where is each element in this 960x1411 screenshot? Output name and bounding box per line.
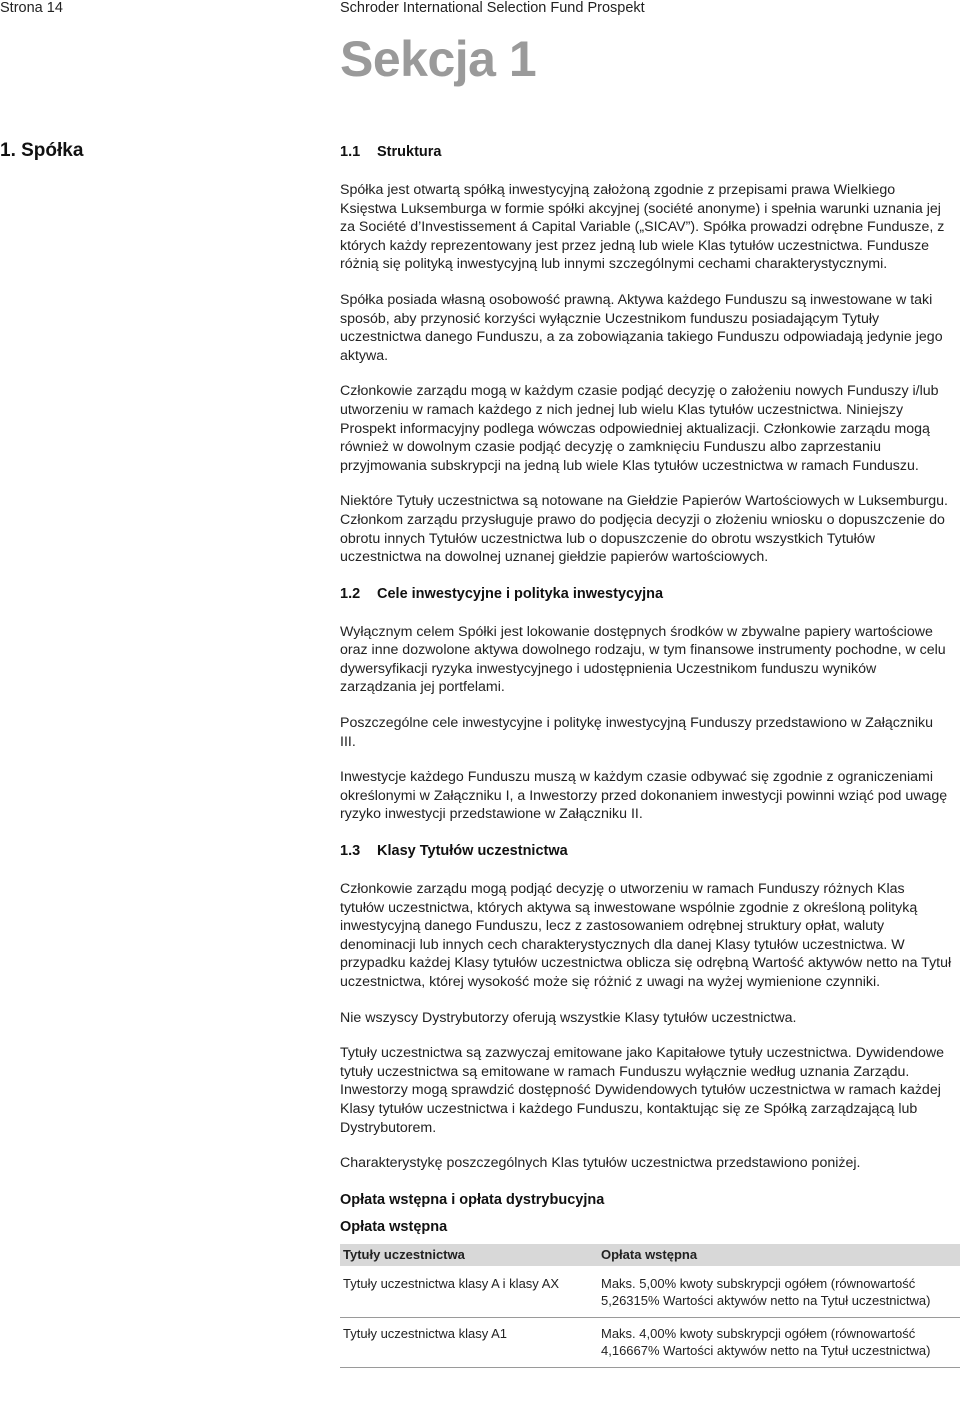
subsection-number: 1.1 [340, 144, 361, 160]
subsection-title: Struktura [377, 144, 442, 160]
main-content [340, 142, 952, 1368]
fee-table [340, 1244, 960, 1368]
table-row [340, 1317, 960, 1367]
fees-heading: Opłata wstępna i opłata dystrybucyjna [340, 1191, 605, 1208]
paragraph: Członkowie zarządu mogą podjąć decyzję o utworzeniu w ramach Funduszy różnych Klas tytułów uczestnictwa, których aktywa są inwestowane wspólnie zgodnie z określoną polityką inwestycyjną danego Funduszu, lecz z zastosowaniem odrębnej struktury opłat, waluty denominacji lub innych cech charakterystycznych dla danej Klasy tytułów uczestnictwa. W przypadku każdej Klasy tytułów uczestnictwa oblicza się odrębną Wartość aktywów netto na Tytuł uczestnictwa, której wysokość może się różnić z uwagi na wyżej wymienione czynniki. [340, 881, 952, 990]
paragraph: Spółka jest otwartą spółką inwestycyjną założoną zgodnie z przepisami prawa Wielkiego Księstwa Luksemburga w formie spółki akcyjnej (société anonyme) i spełnia warunki uznania jej za Société d’Investissement á Capital Variable („SICAV”). Spółka prowadzi odrębne Fundusze, z których każdy reprezentowany jest przez jedną lub wiele Klas tytułów uczestnictwa. Fundusze różnią się polityką inwestycyjną lub innymi szczególnymi cechami charakterystycznymi. [340, 182, 945, 273]
subsection-heading-1-2 [340, 584, 952, 604]
paragraph: Poszczególne cele inwestycyjne i politykę inwestycyjną Funduszy przedstawiono w Załączniku III. [340, 715, 934, 750]
table-cell: Tytuły uczestnictwa klasy A i klasy AX [340, 1267, 598, 1318]
subsection-number: 1.3 [340, 843, 361, 860]
subsection-title: Klasy Tytułów uczestnictwa [377, 843, 568, 860]
paragraph: Spółka posiada własną osobowość prawną. Aktywa każdego Funduszu są inwestowane w taki sposób, aby przynosić korzyści wyłącznie Uczestnikom funduszu posiadającym Tytuły uczestnictwa danego Funduszu, a za zobowiązania takiego Funduszu odpowiadają jedynie jego aktywa. [340, 291, 943, 364]
page-number: Strona 14 [0, 0, 63, 16]
subsection-number: 1.2 [340, 585, 361, 602]
paragraph: Członkowie zarządu mogą w każdym czasie podjąć decyzję o założeniu nowych Funduszy i/lub utworzeniu w ramach każdego z nich jednej lub wielu Klas tytułów uczestnictwa. Niniejszy Prospekt informacyjny podlega wówczas odpowiedniej aktualizacji. Członkowie zarządu mogą również w dowolnym czasie podjąć decyzję o zamknięciu Funduszu albo zaprzestaniu przyjmowania subskrypcji na jedną lub wiele Klas tytułów uczestnictwa w ramach Funduszu. [340, 383, 939, 474]
table-cell: Maks. 5,00% kwoty subskrypcji ogółem (równowartość 5,26315% Wartości aktywów netto na Tytuł uczestnictwa) [598, 1267, 960, 1318]
paragraph: Wyłącznym celem Spółki jest lokowanie dostępnych środków w zbywalne papiery wartościowe oraz inne dozwolone aktywa dowolnego rodzaju, w tym finansowe instrumenty pochodne, w celu dywersyfikacji ryzyka inwestycyjnego i udostępnienia Uczestnikom funduszu wyników zarządzania jej portfelami. [340, 623, 946, 696]
paragraph: Tytuły uczestnictwa są zazwyczaj emitowane jako Kapitałowe tytuły uczestnictwa. Dywidendowe tytuły uczestnictwa są emitowane w ramach Funduszu wyłącznie według uznania Zarządu. Inwestorzy mogą sprawdzić dostępność Dywidendowych tytułów uczestnictwa w ramach każdej Klasy tytułów uczestnictwa i każdego Funduszu, kontaktując się ze Spółką zarządzającą lub Dystrybutorem. [340, 1045, 945, 1136]
fees-subheading: Opłata wstępna [340, 1218, 448, 1235]
section-title: Sekcja 1 [340, 31, 537, 87]
table-cell: Tytuły uczestnictwa klasy A1 [340, 1317, 598, 1367]
paragraph: Niektóre Tytuły uczestnictwa są notowane na Giełdzie Papierów Wartościowych w Luksemburgu. Członkom zarządu przysługuje prawo do podjęcia decyzji o złożeniu wniosku o dopuszczenie do obrotu innych Tytułów uczestnictwa lub o dopuszczenie do obrotu wszystkich Tytułów uczestnictwa na dowolnej uznanej giełdzie papierów wartościowych. [340, 493, 948, 566]
paragraph: Nie wszyscy Dystrybutorzy oferują wszystkie Klasy tytułów uczestnictwa. [340, 1009, 797, 1026]
document-title: Schroder International Selection Fund Prospekt [340, 0, 645, 16]
table-row [340, 1267, 960, 1318]
paragraph: Charakterystykę poszczególnych Klas tytułów uczestnictwa przedstawiono poniżej. [340, 1155, 861, 1172]
chapter-heading: 1. Spółka [0, 140, 84, 161]
paragraph: Inwestycje każdego Funduszu muszą w każdym czasie odbywać się zgodnie z ograniczeniami określonymi w Załączniku I, a Inwestorzy przed dokonaniem inwestycji powinni wziąć pod uwagę ryzyko inwestycji przedstawione w Załączniku II. [340, 769, 948, 823]
subsection-heading-1-3 [340, 841, 952, 861]
table-cell: Maks. 4,00% kwoty subskrypcji ogółem (równowartość 4,16667% Wartości aktywów netto na Tytuł uczestnictwa) [598, 1317, 960, 1367]
table-header-cell: Tytuły uczestnictwa [340, 1244, 598, 1267]
subsection-heading-1-1 [340, 142, 952, 162]
table-header-row [340, 1244, 960, 1267]
subsection-title: Cele inwestycyjne i polityka inwestycyjna [377, 585, 664, 602]
table-header-cell: Opłata wstępna [598, 1244, 960, 1267]
